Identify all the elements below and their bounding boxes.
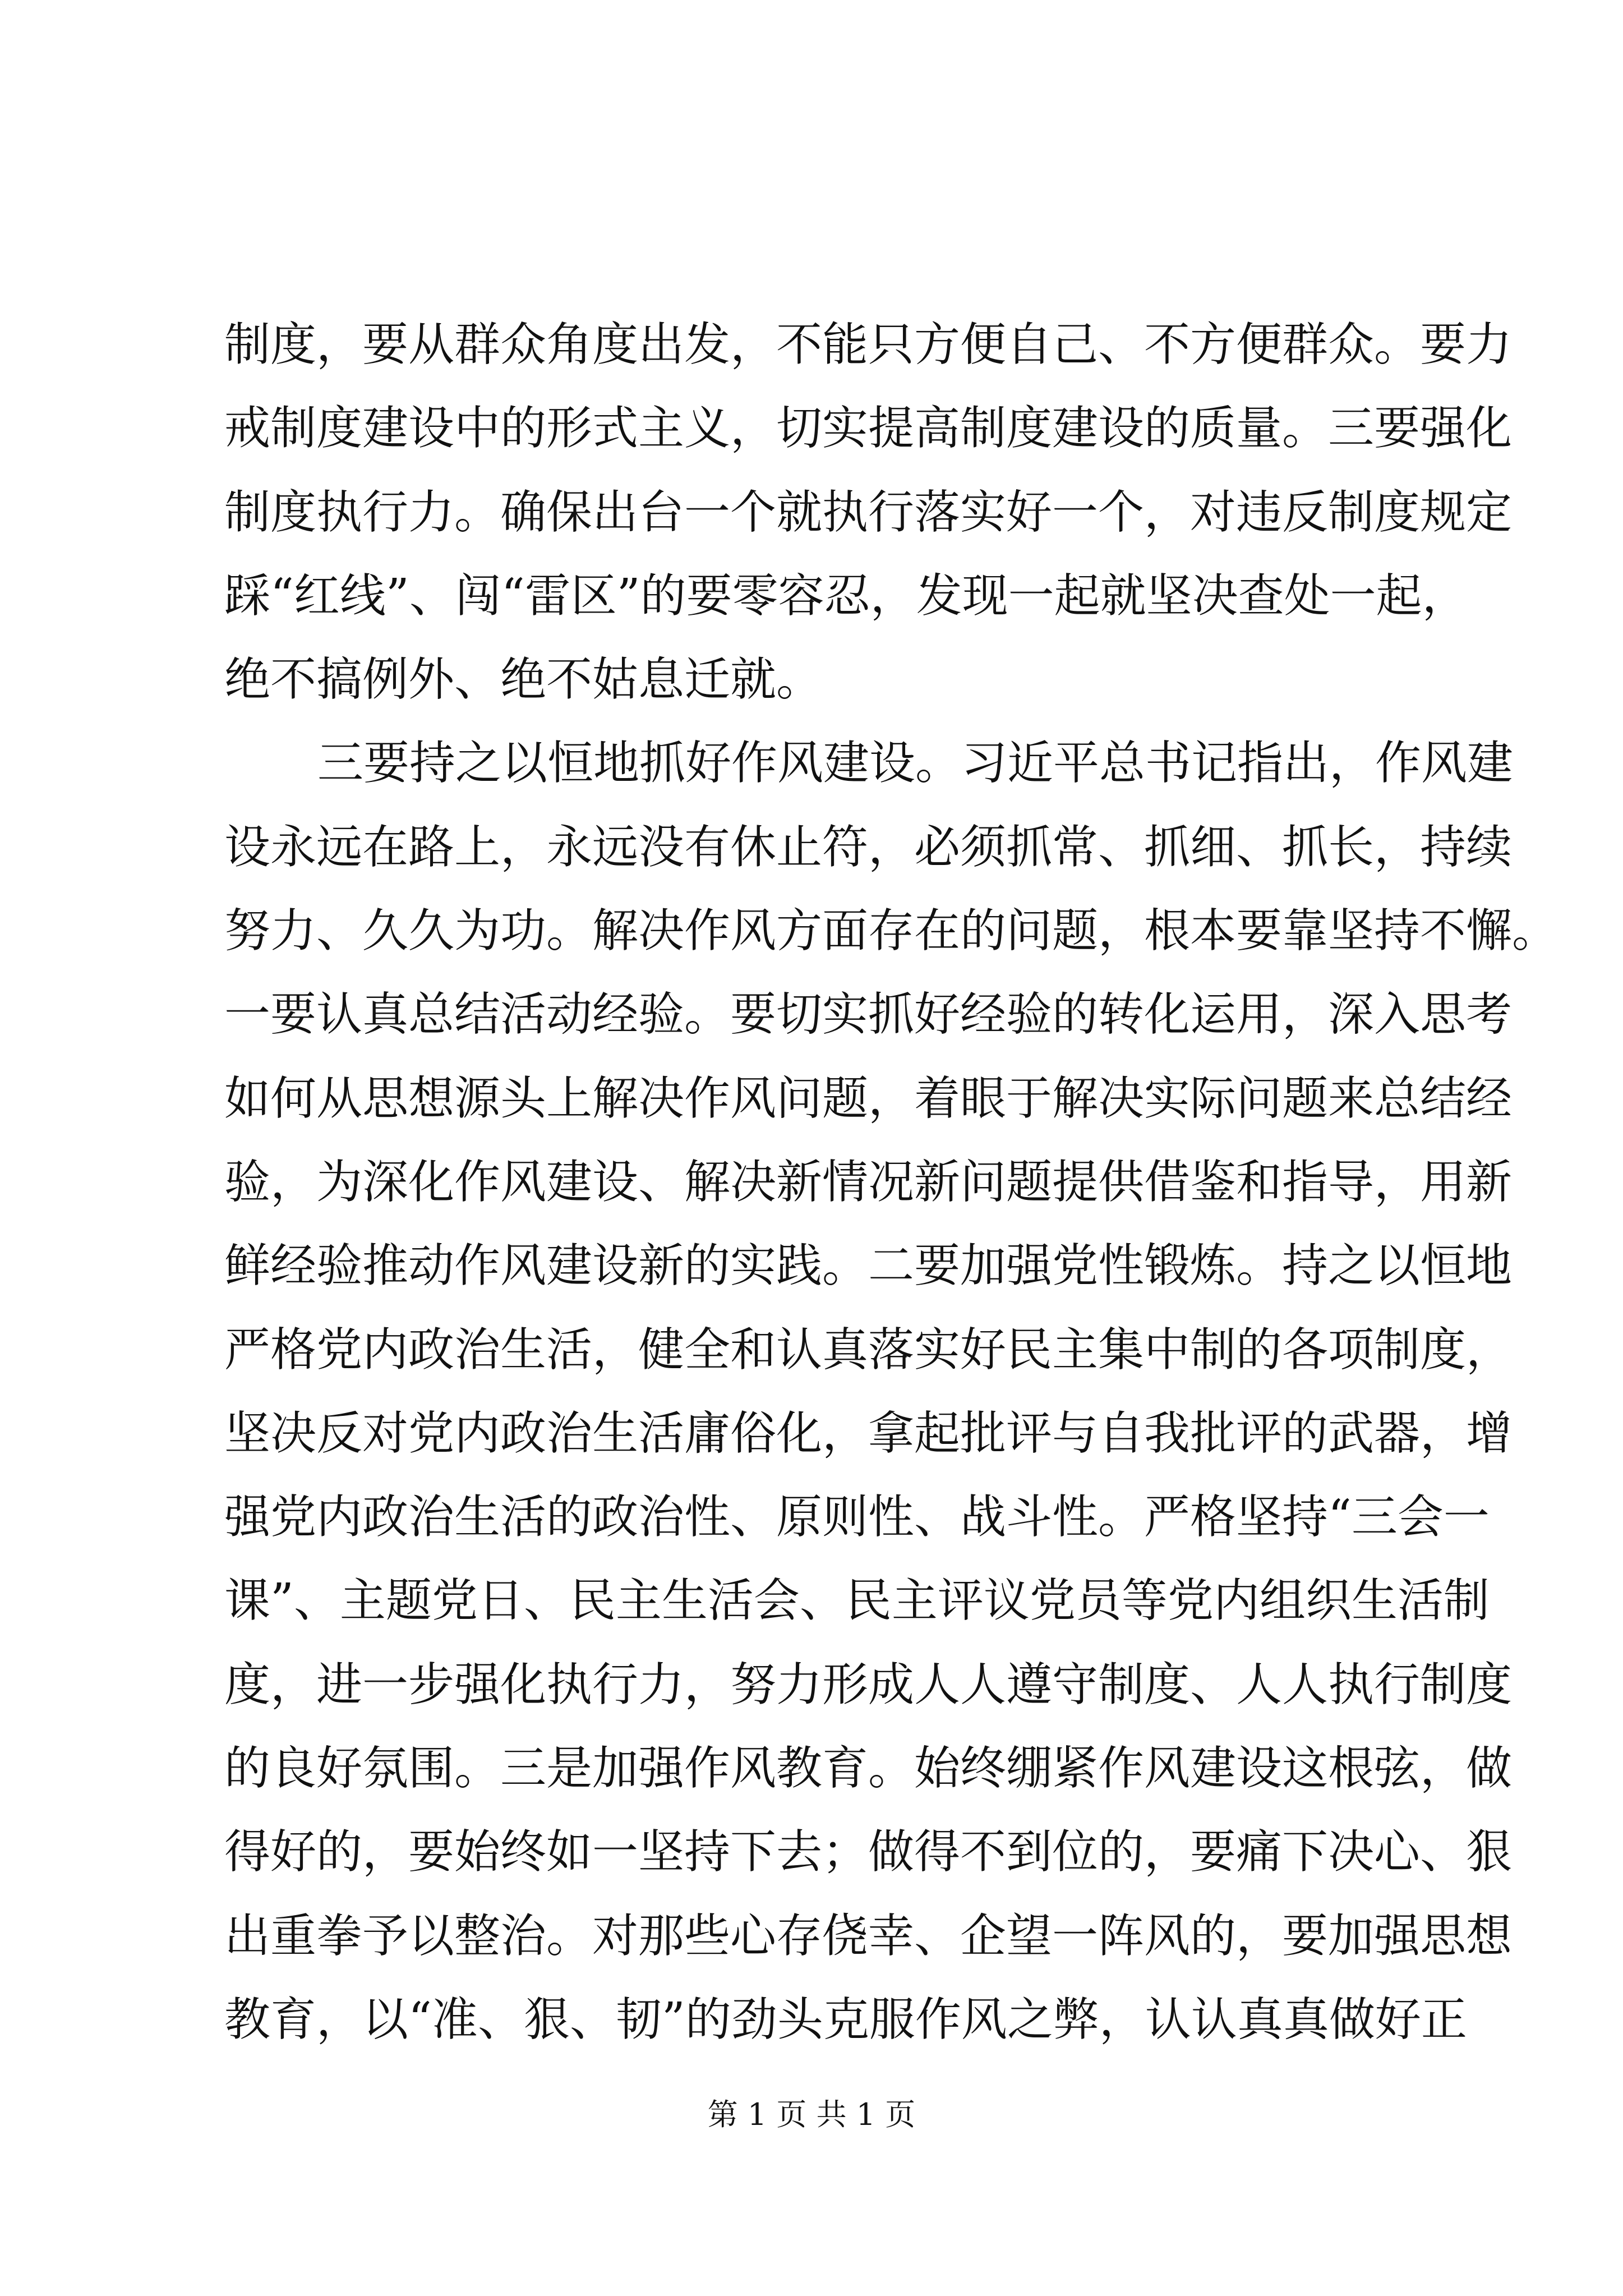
text-line: 鲜经验推动作风建设新的实践。二要加强党性锻炼。持之以恒地 xyxy=(224,1239,1513,1293)
text-line: 得好的，要始终如一坚持下去；做得不到位的，要痛下决心、狠 xyxy=(224,1825,1513,1879)
text-line: 课”、主题党日、民主生活会、民主评议党员等党内组织生活制 xyxy=(224,1574,1490,1628)
text-line: 如何从思想源头上解决作风问题，着眼于解决实际问题来总结经 xyxy=(224,1071,1513,1125)
page-number: 第 1 页 共 1 页 xyxy=(707,2097,916,2132)
text-line: 戒制度建设中的形式主义，切实提高制度建设的质量。三要强化 xyxy=(224,402,1513,455)
text-line: 努力、久久为功。解决作风方面存在的问题，根本要靠坚持不懈。 xyxy=(224,904,1559,958)
text-line: 制度执行力。确保出台一个就执行落实好一个，对违反制度规定 xyxy=(224,485,1513,539)
text-line: 强党内政治生活的政治性、原则性、战斗性。严格坚持“三会一 xyxy=(224,1490,1490,1544)
text-line: 坚决反对党内政治生活庸俗化，拿起批评与自我批评的武器，增 xyxy=(224,1406,1513,1460)
paragraph-first-line: 三要持之以恒地抓好作风建设。习近平总书记指出，作风建 xyxy=(317,737,1514,790)
text-line: 的良好氛围。三是加强作风教育。始终绷紧作风建设这根弦，做 xyxy=(224,1742,1513,1796)
page-footer xyxy=(0,2095,1623,2134)
text-line: 验，为深化作风建设、解决新情况新问题提供借鉴和指导，用新 xyxy=(224,1155,1513,1209)
text-line: 出重拳予以整治。对那些心存侥幸、企望一阵风的，要加强思想 xyxy=(224,1909,1513,1963)
text-line: 设永远在路上，永远没有休止符，必须抓常、抓细、抓长，持续 xyxy=(224,820,1513,874)
body-text xyxy=(224,303,1559,2062)
text-line: 教育，以“准、狠、韧”的劲头克服作风之弊，认认真真做好正 xyxy=(224,1993,1467,2046)
text-line: 一要认真总结活动经验。要切实抓好经验的转化运用，深入思考 xyxy=(224,988,1513,1042)
text-line: 踩“红线”、闯“雷区”的要零容忍，发现一起就坚决查处一起， xyxy=(224,569,1468,623)
text-line: 度，进一步强化执行力，努力形成人人遵守制度、人人执行制度 xyxy=(224,1658,1513,1711)
text-line: 严格党内政治生活，健全和认真落实好民主集中制的各项制度， xyxy=(224,1323,1513,1377)
text-line: 制度，要从群众角度出发，不能只方便自己、不方便群众。要力 xyxy=(224,318,1513,371)
text-line: 绝不搞例外、绝不姑息迁就。 xyxy=(224,653,823,707)
